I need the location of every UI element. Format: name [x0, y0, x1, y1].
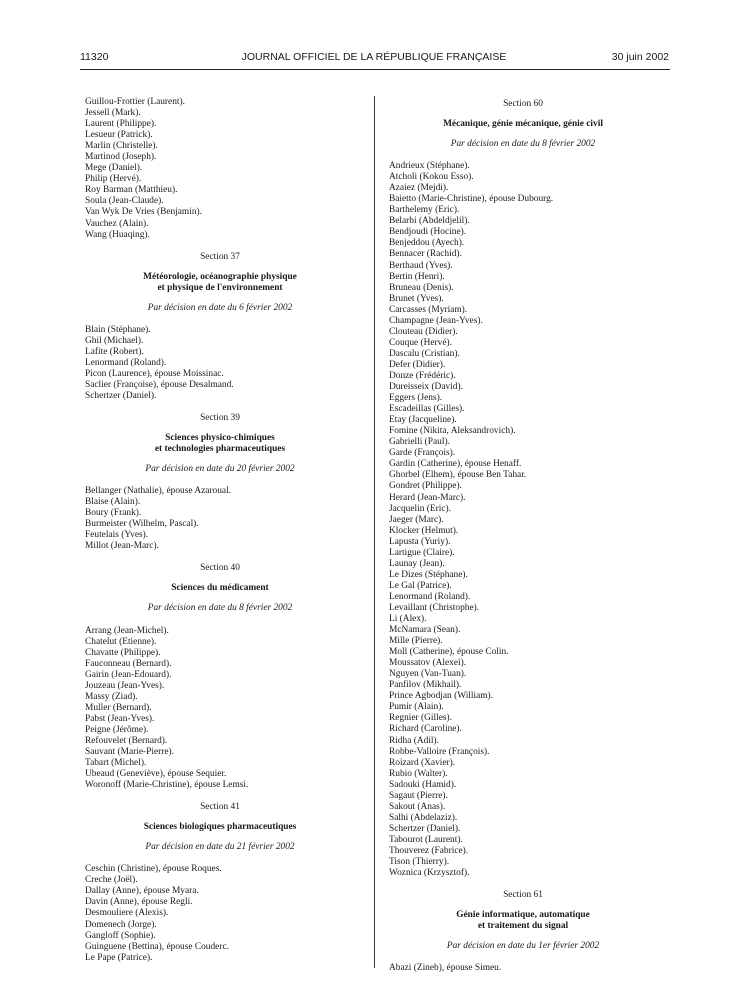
name-entry: Gabrielli (Paul). — [389, 437, 450, 448]
name-entry: Champagne (Jean-Yves). — [389, 315, 483, 326]
name-entry: Tabart (Michel). — [85, 758, 147, 769]
section-title: Sciences physico-chimiques et technologies pharmaceutiques — [154, 433, 286, 455]
name-entry: Le Gal (Patrice). — [389, 580, 452, 591]
journal-title: JOURNAL OFFICIEL DE LA RÉPUBLIQUE FRANÇAISE — [241, 51, 507, 63]
name-entry: Jessell (Mark). — [85, 108, 141, 119]
name-entry: Schertzer (Daniel). — [389, 823, 461, 834]
section-number: Section 41 — [200, 802, 240, 813]
name-entry: Tabourot (Laurent). — [389, 834, 463, 845]
name-entry: Lartigue (Claire). — [389, 547, 455, 558]
section-block — [85, 563, 355, 791]
section-block — [389, 99, 657, 879]
section-block — [85, 802, 355, 964]
name-entry: Desmouliere (Alexis). — [85, 908, 169, 919]
name-entry: Eggers (Jens). — [389, 393, 443, 404]
name-entry: Benjeddou (Ayech). — [389, 238, 465, 249]
name-entry: Jouzeau (Jean-Yves). — [85, 680, 165, 691]
name-entry: Barthelemy (Eric). — [389, 205, 460, 216]
name-entry: Picon (Laurence), épouse Moissinac. — [85, 368, 224, 379]
name-entry: Berthaud (Yves). — [389, 260, 453, 271]
name-entry: Wang (Huaqing). — [85, 229, 150, 240]
section-title: Sciences du médicament — [171, 583, 269, 594]
name-entry: Mege (Daniel). — [85, 163, 143, 174]
name-entry: Laurent (Philippe). — [85, 119, 157, 130]
name-entry: Creche (Joël). — [85, 875, 138, 886]
name-entry: Schertzer (Daniel). — [85, 390, 157, 401]
section-number: Section 60 — [503, 99, 543, 109]
name-entry: Dallay (Anne), épouse Myara. — [85, 886, 199, 897]
left-column — [85, 97, 355, 964]
section-block — [389, 890, 657, 974]
name-entry: Couque (Hervé). — [389, 337, 452, 348]
name-entry: Roizard (Xavier). — [389, 757, 456, 768]
name-entry: Boury (Frank). — [85, 508, 142, 519]
name-entry: Gardin (Catherine), épouse Henaff. — [389, 459, 522, 470]
name-entry: Le Pape (Patrice). — [85, 952, 153, 963]
section-number: Section 39 — [200, 413, 240, 424]
name-entry: Launay (Jean). — [389, 558, 445, 569]
section-block — [85, 252, 355, 402]
name-entry: Herard (Jean-Marc). — [389, 492, 466, 503]
name-entry: Ghil (Michael). — [85, 335, 144, 346]
name-entry: Sauvant (Marie-Pierre). — [85, 747, 175, 758]
name-entry: Ubeaud (Geneviève), épouse Sequier. — [85, 769, 227, 780]
section-heading — [389, 890, 657, 952]
section-heading — [85, 802, 355, 853]
name-entry: Dascalu (Cristian). — [389, 348, 460, 359]
section-title: Génie informatique, automatique et traitement du signal — [456, 910, 590, 932]
name-entry: Refouvelet (Bernard). — [85, 735, 168, 746]
name-entry: Prince Agbodjan (William). — [389, 691, 494, 702]
name-entry: Bennacer (Rachid). — [389, 249, 462, 260]
name-entry: Fomine (Nikita, Aleksandrovich). — [389, 426, 516, 437]
name-entry: Feutelais (Yves). — [85, 530, 149, 541]
name-entry: Clouteau (Didier). — [389, 326, 458, 337]
name-entry: Klocker (Helmut). — [389, 525, 459, 536]
section-heading — [389, 99, 657, 150]
name-entry: Garde (François). — [389, 448, 456, 459]
name-entry: Bendjoudi (Hocine). — [389, 227, 467, 238]
name-entry: Carcasses (Myriam). — [389, 304, 468, 315]
name-entry: Soula (Jean-Claude). — [85, 196, 164, 207]
name-entry: Sagaut (Pierre). — [389, 790, 448, 801]
name-entry: Lafite (Robert). — [85, 346, 144, 357]
name-entry: Rubio (Walter). — [389, 768, 448, 779]
name-entry: Domenech (Jorge). — [85, 919, 157, 930]
name-entry: Pumir (Alain). — [389, 702, 444, 713]
name-entry: Brunet (Yves). — [389, 293, 444, 304]
name-entry: Donze (Frédéric). — [389, 370, 456, 381]
name-entry: Arrang (Jean-Michel). — [85, 625, 169, 636]
name-entry: Lapusta (Yuriy). — [389, 536, 451, 547]
name-entry: Gangloff (Sophie). — [85, 930, 156, 941]
section-block — [85, 97, 355, 241]
name-entry: Escadeillas (Gilles). — [389, 404, 465, 415]
section-heading — [85, 252, 355, 314]
name-entry: Belarbi (Abdeldjelil). — [389, 216, 470, 227]
name-entry: Dureisseix (David). — [389, 382, 463, 393]
name-entry: Saclier (Françoise), épouse Desalmand. — [85, 379, 234, 390]
name-entry: Panfilov (Mikhail). — [389, 680, 462, 691]
name-entry: Fauconneau (Bernard). — [85, 658, 172, 669]
name-entry: Nguyen (Van-Tuan). — [389, 669, 467, 680]
name-entry: Le Dizes (Stéphane). — [389, 569, 468, 580]
section-block — [85, 413, 355, 552]
name-entry: Martinod (Joseph). — [85, 152, 157, 163]
name-entry: Bellanger (Nathalie), épouse Azaroual. — [85, 486, 232, 497]
name-entry: Woznica (Krzysztof). — [389, 868, 470, 879]
name-entry: Thouverez (Fabrice). — [389, 846, 469, 856]
right-column — [389, 99, 657, 974]
section-title: Mécanique, génie mécanique, génie civil — [443, 119, 603, 130]
name-entry: Davin (Anne), épouse Regli. — [85, 897, 193, 908]
section-heading — [85, 413, 355, 475]
name-entry: Salhi (Abdelaziz). — [389, 812, 458, 823]
section-title: Sciences biologiques pharmaceutiques — [143, 822, 297, 833]
decision-date: Par décision en date du 20 février 2002 — [145, 464, 295, 475]
name-entry: Jacquelin (Eric). — [389, 503, 451, 514]
name-entry: Atcholi (Kokou Esso). — [389, 172, 474, 183]
name-entry: McNamara (Sean). — [389, 625, 461, 636]
name-entry: Marlin (Christelle). — [85, 141, 158, 152]
name-entry: Moll (Catherine), épouse Colin. — [389, 647, 509, 658]
name-entry: Mille (Pierre). — [389, 636, 443, 647]
name-entry: Millot (Jean-Marc). — [85, 541, 159, 552]
name-entry: Vauchez (Alain). — [85, 218, 149, 229]
name-entry: Bertin (Henri). — [389, 271, 445, 282]
name-entry: Levaillant (Christophe). — [389, 602, 480, 613]
name-entry: Gondret (Philippe). — [389, 481, 462, 492]
name-entry: Muller (Bernard). — [85, 702, 152, 713]
decision-date: Par décision en date du 21 février 2002 — [145, 842, 295, 853]
name-entry: Moussatov (Alexei). — [389, 658, 467, 669]
header-rule — [80, 69, 670, 70]
name-entry: Guinguene (Bettina), épouse Couderc. — [85, 941, 229, 952]
section-number: Section 40 — [200, 563, 240, 574]
name-entry: Andrieux (Stéphane). — [389, 161, 470, 172]
name-entry: Lenormand (Roland). — [85, 357, 167, 368]
name-entry: Sadouki (Hamid). — [389, 779, 457, 790]
name-entry: Regnier (Gilles). — [389, 713, 453, 724]
name-entry: Van Wyk De Vries (Benjamin). — [85, 207, 202, 218]
name-entry: Massy (Ziad). — [85, 691, 138, 702]
section-title: Météorologie, océanographie physique et physique de l'environnement — [143, 271, 297, 293]
name-entry: Peigne (Jérôme). — [85, 724, 149, 735]
name-entry: Chavatte (Philippe). — [85, 647, 161, 658]
name-entry: Etay (Jacqueline). — [389, 415, 457, 426]
name-entry: Azaiez (Mejdi). — [389, 183, 449, 194]
name-entry: Ceschin (Christine), épouse Roques. — [85, 864, 222, 875]
name-entry: Ridha (Adil). — [389, 735, 439, 746]
section-number: Section 61 — [503, 890, 543, 901]
name-entry: Guillou-Frottier (Laurent). — [85, 97, 185, 107]
name-entry: Defer (Didier). — [389, 359, 446, 370]
name-entry: Woronoff (Marie-Christine), épouse Lemsi. — [85, 780, 249, 791]
name-entry: Ghorbel (Elhem), épouse Ben Tahar. — [389, 470, 527, 481]
name-entry: Sakout (Anas). — [389, 801, 446, 812]
decision-date: Par décision en date du 8 février 2002 — [450, 139, 596, 150]
name-entry: Li (Alex). — [389, 614, 427, 625]
page-number: 11320 — [80, 51, 109, 63]
decision-date: Par décision en date du 6 février 2002 — [147, 302, 293, 313]
name-entry: Lesueur (Patrick). — [85, 130, 153, 141]
section-heading — [85, 563, 355, 614]
name-entry: Lenormand (Roland). — [389, 591, 471, 602]
section-number: Section 37 — [200, 251, 240, 262]
decision-date: Par décision en date du 8 février 2002 — [147, 603, 293, 614]
name-entry: Chatelut (Etienne). — [85, 636, 157, 647]
page-header — [0, 0, 748, 80]
name-entry: Baietto (Marie-Christine), épouse Dubourg. — [389, 194, 554, 205]
name-entry: Philip (Hervé). — [85, 174, 142, 185]
name-entry: Blain (Stéphane). — [85, 324, 151, 335]
name-entry: Pabst (Jean-Yves). — [85, 713, 155, 724]
name-entry: Bruneau (Denis). — [389, 282, 454, 293]
name-entry: Richard (Caroline). — [389, 724, 462, 735]
name-entry: Roy Barman (Matthieu). — [85, 185, 178, 196]
decision-date: Par décision en date du 1er février 2002 — [446, 941, 600, 952]
name-entry: Gairin (Jean-Edouard). — [85, 669, 172, 680]
column-divider — [374, 96, 375, 968]
name-entry: Robbe-Valloire (François). — [389, 746, 490, 757]
name-entry: Tison (Thierry). — [389, 857, 450, 868]
name-entry: Abazi (Zineb), épouse Simeu. — [389, 963, 502, 974]
name-entry: Jaeger (Marc). — [389, 514, 444, 525]
name-entry: Blaise (Alain). — [85, 497, 141, 508]
issue-date: 30 juin 2002 — [611, 51, 669, 63]
name-entry: Burmeister (Wilhelm, Pascal). — [85, 519, 199, 530]
